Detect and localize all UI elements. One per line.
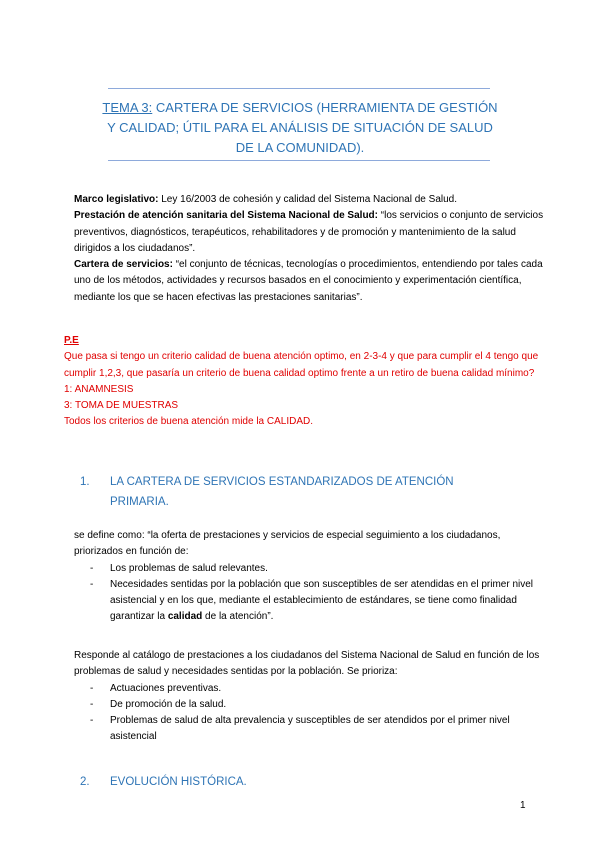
define-list	[74, 561, 544, 626]
marco-legislativo	[74, 192, 544, 208]
list-item	[74, 577, 544, 626]
pe-conclusion: Todos los criterios de buena atención mide la CALIDAD.	[64, 416, 314, 428]
responde-text: Responde al catálogo de prestaciones a los ciudadanos del Sistema Nacional de Salud en función de los problemas de salud y necesidades sentidas por la población. Se prioriza:	[74, 650, 540, 678]
prestacion-text: “los servicios o conjunto de servicios preventivos, diagnósticos, terapéuticos, rehabilitadores y de promoción y mantenimiento de la salud dirigidos a los ciudadanos”.	[74, 210, 544, 254]
bullet2-post: de la atención”.	[202, 611, 274, 623]
page-number: 1	[520, 800, 526, 811]
pe-line-1: 1: ANAMNESIS	[64, 383, 134, 395]
prestacion-label: Prestación de atención sanitaria del Sistema Nacional de Salud:	[74, 210, 378, 222]
marco-label: Marco legislativo:	[74, 194, 159, 205]
section-1-number: 1.	[80, 476, 90, 488]
section-1-definition	[74, 528, 544, 626]
list-item: - Problemas de salud de alta prevalencia y susceptibles de ser atendidos por el primer nivel asistencial	[74, 713, 544, 746]
title-tema: TEMA 3:	[102, 100, 153, 115]
bullet2-bold: calidad	[167, 611, 203, 623]
section-1-responde	[74, 648, 544, 746]
list-item: - De promoción de la salud.	[74, 697, 544, 713]
pe-question: Que pasa si tengo un criterio calidad de buena atención optimo, en 2-3-4 y que para cumplir el 4 tengo que cumplir 1,2,3, que pasaría un criterio de buena calidad optimo frente a un retiro de buena calidad mínimo?	[64, 351, 539, 379]
cartera-text: “el conjunto de técnicas, tecnologías o procedimientos, entendiendo por tales cada uno de los métodos, actividades y recursos basados en el conocimiento y experimentación científica, mediante los que se hacen efectivas las prestaciones sanitarias”.	[74, 259, 543, 303]
intro-block	[74, 192, 544, 306]
pe-line-3: 3: TOMA DE MUESTRAS	[64, 400, 179, 412]
section-1-title: LA CARTERA DE SERVICIOS ESTANDARIZADOS DE ATENCIÓN PRIMARIA.	[110, 476, 454, 508]
define-text: se define como: “la oferta de prestaciones y servicios de especial seguimiento a los ciudadanos, priorizados en función de:	[74, 530, 501, 558]
page-title	[100, 98, 500, 158]
prestacion-definition	[74, 208, 544, 257]
title-bottom-rule	[108, 160, 490, 161]
prioriza-list	[74, 681, 544, 746]
section-2-number: 2.	[80, 776, 90, 788]
title-text: CARTERA DE SERVICIOS (HERRAMIENTA DE GESTIÓN Y CALIDAD; ÚTIL PARA EL ANÁLISIS DE SITUACIÓN DE SALUD DE LA COMUNIDAD).	[107, 100, 498, 155]
cartera-label: Cartera de servicios:	[74, 259, 173, 271]
marco-text: Ley 16/2003 de cohesión y calidad del Sistema Nacional de Salud.	[158, 194, 457, 205]
pe-label: P.E	[64, 335, 79, 346]
cartera-definition	[74, 257, 544, 306]
bullet2-pre: Necesidades sentidas por la población que son susceptibles de ser atendidas en el primer nivel asistencial y en los que, mediante el establecimiento de estándares, se tiene como finalidad garantizar la	[110, 578, 534, 623]
section-2-title: EVOLUCIÓN HISTÓRICA.	[110, 776, 247, 788]
title-top-rule	[108, 88, 490, 89]
pe-block	[64, 333, 542, 431]
list-item: - Actuaciones preventivas.	[74, 681, 544, 697]
list-item: - Los problemas de salud relevantes.	[74, 561, 544, 577]
